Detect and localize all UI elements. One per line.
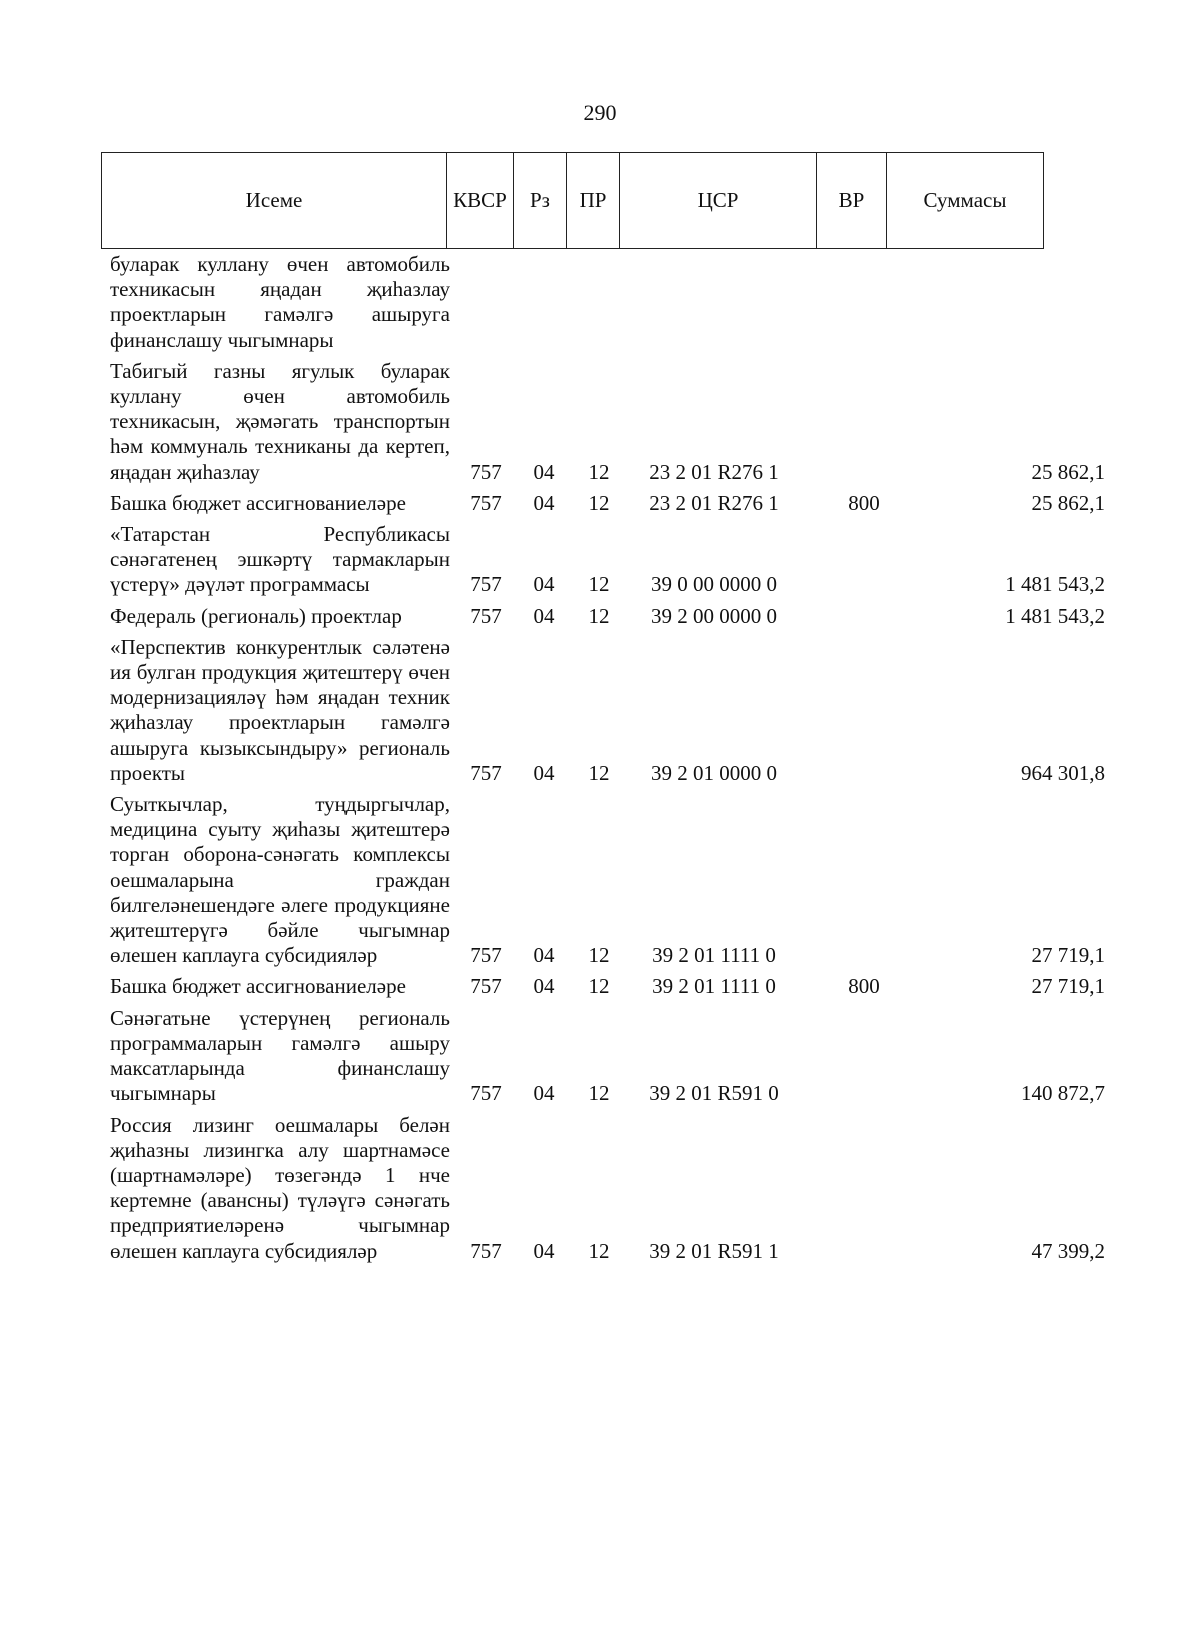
row-pr: 12 [588,974,610,999]
row-name: Россия лизинг оешмалары белән җиһазны лизингка алу шартнамәсе (шартнамәләре) төзегәндә 1 нче кертемне (авансны) түләүгә сәнәгать предприятиеләренә чыгымнар өлешен каплауга субсидияләр [110,1112,450,1263]
row-rz: 04 [533,490,555,515]
row-pr: 12 [588,1238,610,1263]
row-rz: 04 [533,572,555,597]
table-row [110,491,1105,516]
row-sum: 964 301,8 [1021,760,1105,785]
row-kvsr: 757 [470,943,502,968]
row-pr: 12 [588,572,610,597]
row-rz: 04 [533,1081,555,1106]
row-csr: 23 2 01 R276 1 [649,459,779,484]
row-sum: 1 481 543,2 [1005,572,1105,597]
header-kvsr: КВСР [447,153,514,249]
table-row [110,252,1105,353]
row-csr: 39 2 01 1111 0 [652,943,776,968]
table-row [110,792,1105,968]
table-row [110,522,1105,598]
row-name: Табигый газны ягулык буларак куллану өчен автомобиль техникасын, җәмәгать транспортын һәм коммуналь техниканы да кертеп, яңадан җиһазлау [110,358,450,484]
row-csr: 39 2 01 0000 0 [651,760,777,785]
row-name: Сәнәгатьне үстерүнең региональ программаларын гамәлгә ашыру максатларында финанслашу чыгымнары [110,1005,450,1106]
row-name: Башка бюджет ассигнованиеләре [110,974,406,999]
table-row [110,1006,1105,1107]
row-name: «Перспектив конкурентлык сәләтенә ия булган продукция җитештерү өчен модернизацияләү һәм яңадан техник җиһазлау проектларын гамәлгә ашыруга кызыксындыру» региональ проекты [110,634,450,785]
header-sum: Суммасы [887,153,1044,249]
table-body [110,252,1105,1270]
row-csr: 39 2 01 R591 0 [649,1081,779,1106]
row-kvsr: 757 [470,490,502,515]
row-pr: 12 [588,459,610,484]
row-sum: 27 719,1 [1031,943,1105,968]
table-row [110,635,1105,786]
header-rz: Рз [514,153,567,249]
header-pr: ПР [567,153,620,249]
header-name: Исеме [102,153,447,249]
table-row [110,604,1105,629]
row-sum: 140 872,7 [1021,1081,1105,1106]
table-row [110,974,1105,999]
row-kvsr: 757 [470,760,502,785]
table-row [110,1113,1105,1264]
row-pr: 12 [588,490,610,515]
table-header [101,152,1044,249]
row-csr: 39 0 00 0000 0 [651,572,777,597]
row-name: Федераль (региональ) проектлар [110,603,402,628]
row-kvsr: 757 [470,459,502,484]
row-kvsr: 757 [470,1238,502,1263]
row-rz: 04 [533,1238,555,1263]
row-kvsr: 757 [470,603,502,628]
row-kvsr: 757 [470,572,502,597]
row-pr: 12 [588,760,610,785]
row-rz: 04 [533,760,555,785]
row-sum: 25 862,1 [1031,490,1105,515]
row-kvsr: 757 [470,1081,502,1106]
row-vr: 800 [848,974,880,999]
row-rz: 04 [533,603,555,628]
row-pr: 12 [588,943,610,968]
row-kvsr: 757 [470,974,502,999]
row-sum: 25 862,1 [1031,459,1105,484]
row-name: Суыткычлар, туңдыргычлар, медицина суыту җиһазы җитештерә торган оборона-сәнәгать комплексы оешмаларына граждан билгеләнешендәге әлеге продукцияне җитештерүгә бәйле чыгымнар өлешен каплауга субсидияләр [110,792,450,968]
row-name: «Татарстан Республикасы сәнәгатенең эшкәртү тармакларын үстерү» дәүләт программасы [110,522,450,597]
row-name: Башка бюджет ассигнованиеләре [110,490,406,515]
row-vr: 800 [848,490,880,515]
header-vr: ВР [817,153,887,249]
table-row [110,359,1105,485]
row-csr: 39 2 01 R591 1 [649,1238,779,1263]
row-sum: 27 719,1 [1031,974,1105,999]
row-rz: 04 [533,943,555,968]
row-csr: 39 2 01 1111 0 [652,974,776,999]
row-sum: 1 481 543,2 [1005,603,1105,628]
row-pr: 12 [588,1081,610,1106]
row-name: буларак куллану өчен автомобиль техникасын яңадан җиһазлау проектларын гамәлгә ашыруга финанслашу чыгымнары [110,252,450,352]
row-pr: 12 [588,603,610,628]
row-csr: 39 2 00 0000 0 [651,603,777,628]
row-rz: 04 [533,974,555,999]
row-rz: 04 [533,459,555,484]
row-sum: 47 399,2 [1031,1238,1105,1263]
header-csr: ЦСР [620,153,817,249]
page-number: 290 [583,100,617,125]
row-csr: 23 2 01 R276 1 [649,490,779,515]
